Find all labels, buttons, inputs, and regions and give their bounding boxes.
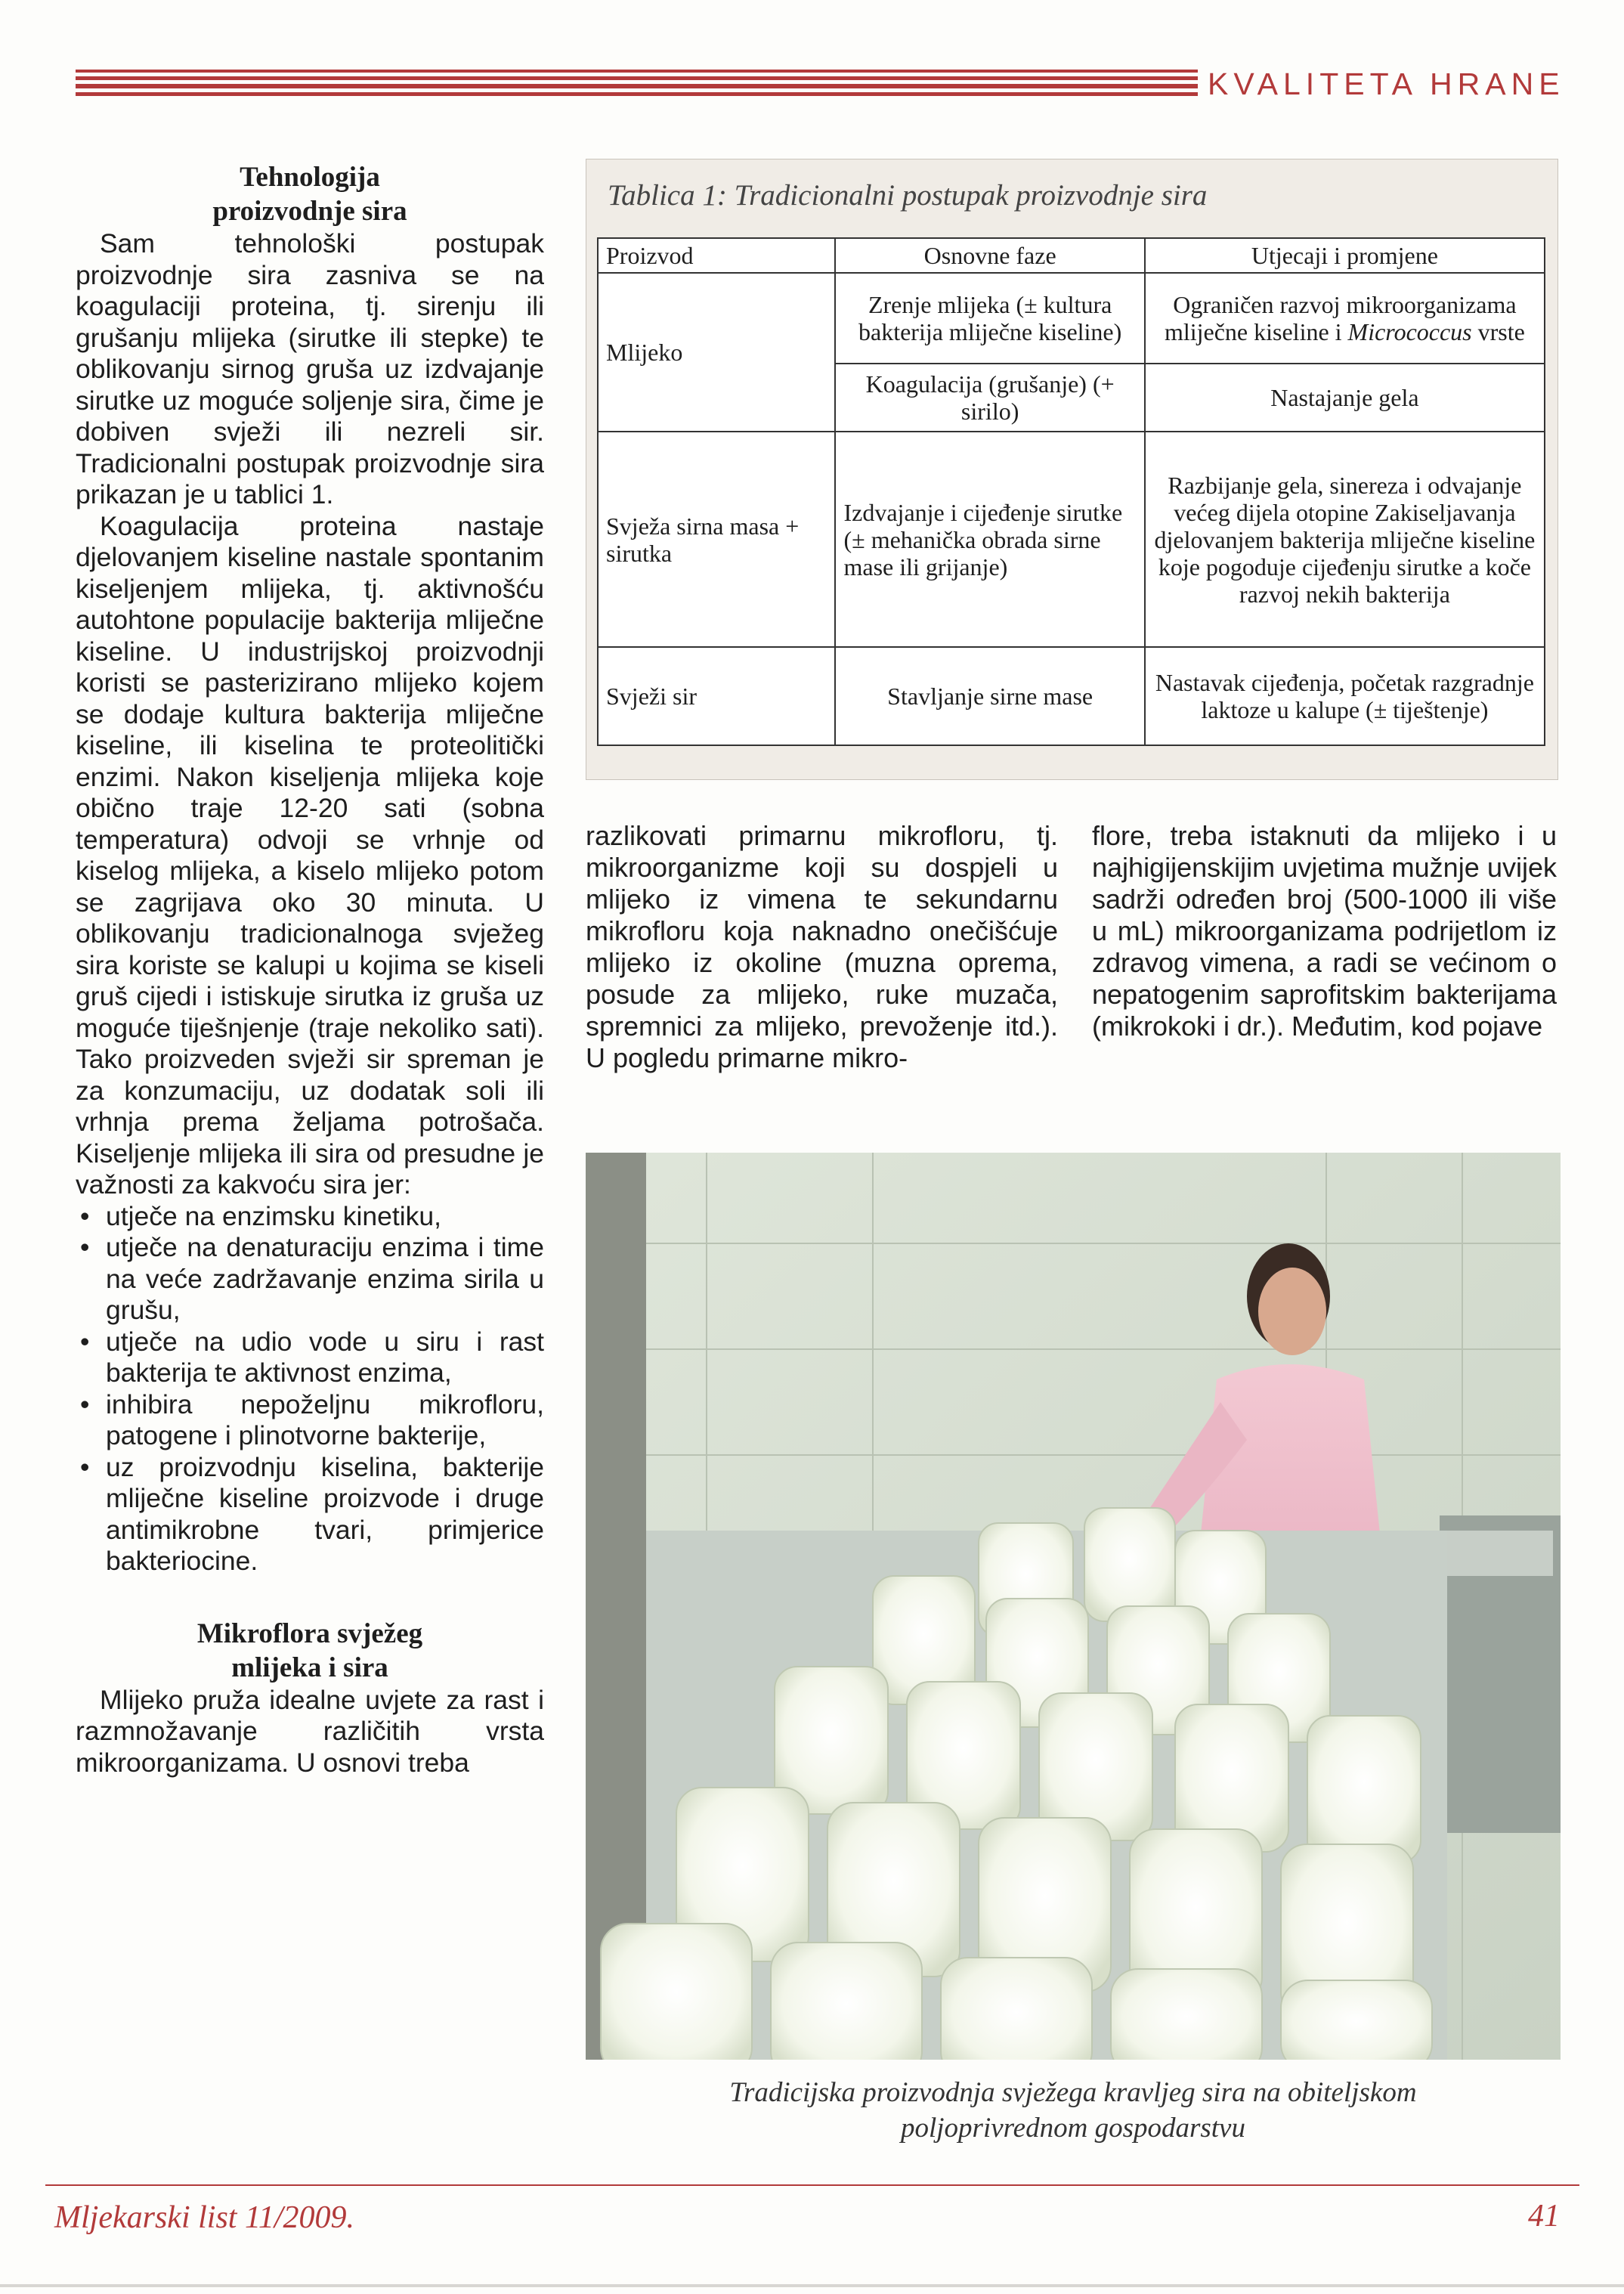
- list-item: • utječe na enzimsku kinetiku,: [106, 1201, 544, 1233]
- process-table: [597, 237, 1545, 746]
- table-cell-effect: Razbijanje gela, sinereza i odvajanje većeg dijela otopine Zakiseljavanja djelovanjem bakterija mliječne kiseline koje pogoduje cijeđenju sirutke a koče razvoj nekih bakterija: [1145, 432, 1545, 647]
- right-column-text: flore, treba istaknuti da mlijeko i u najhigijenskijim uvjetima mužnje uvijek sadrži određen broj (500-1000 ili više u mL) mikroorganizama podrijetlom iz zdravog vimena, a radi se većinom o nepatogenim saprofitskim bakterijama (mikrokoki i dr.). Međutim, kod pojave: [1092, 820, 1557, 1042]
- cheese-production-photo: [586, 1153, 1561, 2060]
- table-header-cell: Osnovne faze: [835, 238, 1144, 273]
- table-cell-product: Mlijeko: [598, 273, 835, 432]
- list-item: • uz proizvodnju kiselina, bakterije mliječne kiseline proizvode i druge antimikrobne tvari, primjerice bakteriocine.: [106, 1452, 544, 1577]
- section-title-line: Tehnologija: [240, 162, 380, 193]
- list-item: • utječe na denaturaciju enzima i time na veće zadržavanje enzima sirila u grušu,: [106, 1232, 544, 1327]
- effect-text: vrste: [1477, 318, 1525, 345]
- paragraph: Koagulacija proteina nastaje djelovanjem kiseline nastale spontanim kiseljenjem mlijeka, tj. aktivnošću autohtone populacije bakterija mliječne kiseline. U industrijskoj proizvodnji koristi se pasterizirano mlijeko kojem se dodaje kultura bakterija mliječne kiseline, ili kiselina te proteolitički enzimi. Nakon kiseljenja mlijeka koje obično traje 12-20 sati (sobna temperatura) odvoji se vrhnje od kiselog mlijeka, a kiselo mlijeko potom se zagrijava oko 30 minuta. U oblikovanju tradicionalnoga svježeg sira koriste se kalupi u kojima se kiseli gruš cijedi i istiskuje sirutka iz gruša uz moguće tiješnjenje (traje nekoliko sati). Tako proizveden svježi sir spreman je za konzumaciju, uz dodatak soli ili vrhnja prema željama potrošača. Kiseljenje mlijeka ili sira od presudne je važnosti za kakvoću sira jer:: [76, 510, 544, 1200]
- table-cell-product: Svježi sir: [598, 647, 835, 745]
- section-title-line: mlijeka i sira: [231, 1652, 388, 1683]
- table-header-row: [598, 238, 1545, 273]
- table-cell-effect: Nastavak cijeđenja, početak razgradnje laktoze u kalupe (± tiještenje): [1145, 647, 1545, 745]
- paragraph: Sam tehnološki postupak proizvodnje sira zasniva se na koagulaciji proteina, tj. sirenju ili grušanju mlijeka (sirutke ili stepke) te oblikovanju sirnog gruša uz izdvajanje sirutke uz moguće soljenje sira, čime je dobiven svježi ili nezreli sir. Tradicionalni postupak proizvodnje sira prikazan je u tablici 1.: [76, 228, 544, 509]
- caption-line: poljoprivrednom gospodarstvu: [901, 2113, 1245, 2144]
- table-cell-phase: Zrenje mlijeka (± kultura bakterija mliječne kiseline): [835, 273, 1144, 364]
- table-cell-phase: Izdvajanje i cijeđenje sirutke (± mehanička obrada sirne mase ili grijanje): [835, 432, 1144, 647]
- caption-line: Tradicijska proizvodnja svježega kravljeg sira na obiteljskom: [729, 2077, 1417, 2108]
- table-cell-effect: Nastajanje gela: [1145, 364, 1545, 432]
- table-cell-phase: Koagulacija (grušanje) (+ sirilo): [835, 364, 1144, 432]
- table-header-cell: Proizvod: [598, 238, 835, 273]
- page-edge: [0, 2284, 1624, 2287]
- middle-column-text: razlikovati primarnu mikrofloru, tj. mikroorganizme koji su dospjeli u mlijeko iz vimena te sekundarnu mikrofloru koja naknadno onečišćuje mlijeko iz okoline (muzna oprema, posude za mlijeko, ruke muzača, spremnici za mlijeko, prevoženje itd.). U pogledu primarne mikro-: [586, 820, 1058, 1073]
- footer-rule: [45, 2184, 1579, 2186]
- page-number: 41: [1528, 2199, 1560, 2234]
- paragraph: Mlijeko pruža idealne uvjete za rast i razmnožavanje različitih vrsta mikroorganizama. U osnovi treba: [76, 1684, 544, 1778]
- bullet-list: [76, 1201, 544, 1577]
- left-column: [76, 160, 544, 1779]
- table-cell-effect: [1145, 273, 1545, 364]
- section-header-title: KVALITETA HRANE: [1208, 67, 1565, 101]
- effect-text: Ograničen razvoj mikroorganizama mliječne kiseline i: [1164, 291, 1517, 345]
- section-title-line: proizvodnje sira: [212, 196, 407, 227]
- list-item: • inhibira nepoželjnu mikrofloru, patogene i plinotvorne bakterije,: [106, 1389, 544, 1452]
- table-row: [598, 647, 1545, 745]
- table-row: [598, 432, 1545, 647]
- table-cell-phase: Stavljanje sirne mase: [835, 647, 1144, 745]
- section-title-technology: [76, 160, 544, 228]
- table-cell-product: Svježa sirna masa + sirutka: [598, 432, 835, 647]
- table-row: [598, 273, 1545, 364]
- section-title-line: Mikroflora svježeg: [196, 1618, 423, 1649]
- photo-caption: [586, 2075, 1561, 2146]
- journal-name: Mljekarski list 11/2009.: [54, 2200, 355, 2235]
- table-caption: Tablica 1: Tradicionalni postupak proizvodnje sira: [608, 179, 1208, 212]
- table-header-cell: Utjecaji i promjene: [1145, 238, 1545, 273]
- header-decorative-band: [76, 70, 1198, 97]
- list-item: • utječe na udio vode u siru i rast bakterija te aktivnost enzima,: [106, 1327, 544, 1389]
- effect-text-italic: Micrococcus: [1347, 318, 1472, 345]
- section-title-microflora: [76, 1617, 544, 1685]
